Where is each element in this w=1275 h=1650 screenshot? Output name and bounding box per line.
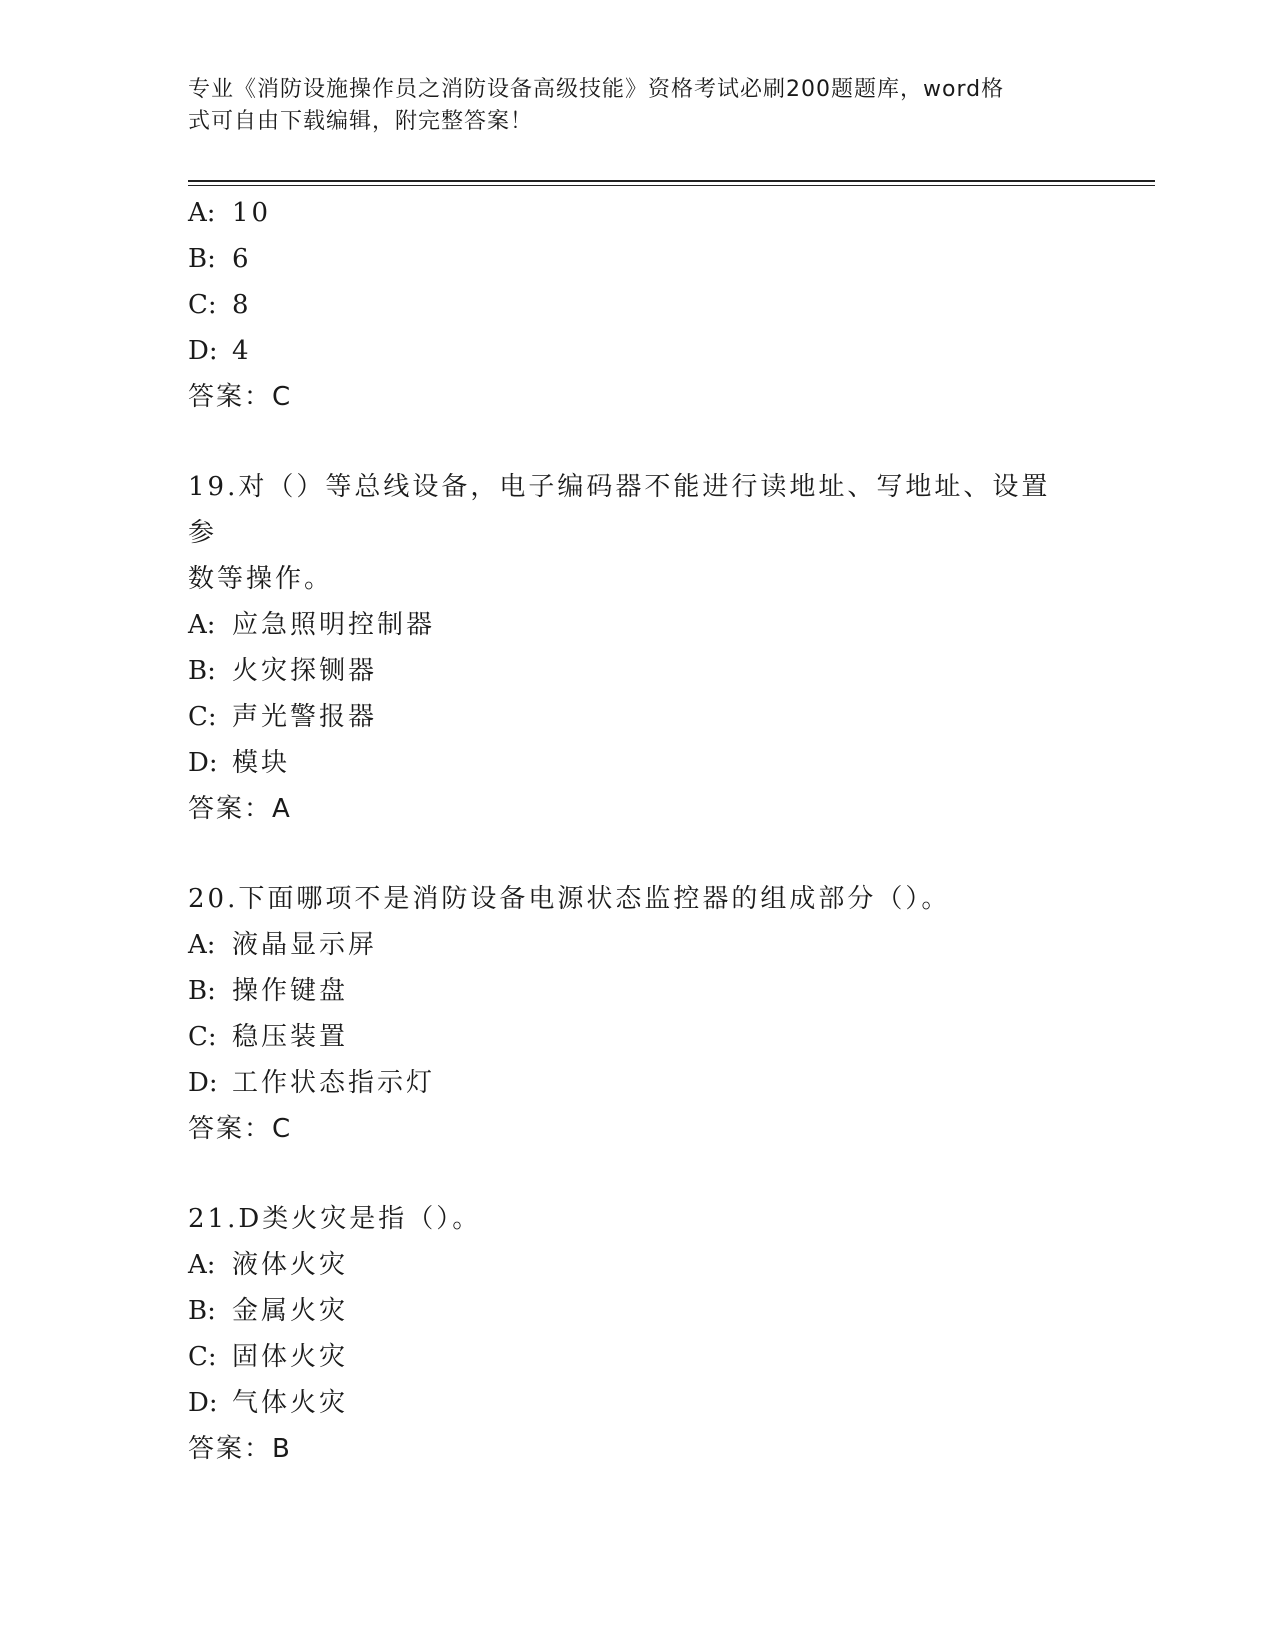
header-line-1: 专业《消防设施操作员之消防设备高级技能》资格考试必刷200题题库，word格 (188, 77, 1005, 102)
question-18-continued (188, 190, 1088, 420)
option-d: D: 4 (188, 336, 252, 366)
answer: 答案：C (188, 382, 293, 412)
option-b: B: 金属火灾 (188, 1296, 349, 1326)
document-body (188, 190, 1088, 1472)
option-a: A: 10 (188, 198, 272, 228)
answer: 答案：B (188, 1434, 292, 1464)
option-c: C: 声光警报器 (188, 702, 378, 732)
answer: 答案：A (188, 794, 292, 824)
question-stem: 19.对（）等总线设备，电子编码器不能进行读地址、写地址、设置参 数等操作。 (188, 472, 1051, 594)
option-c: C: 固体火灾 (188, 1342, 349, 1372)
option-a: A: 应急照明控制器 (188, 610, 436, 640)
question-20 (188, 876, 1088, 1152)
option-d: D: 气体火灾 (188, 1388, 349, 1418)
question-stem: 21.D类火灾是指（）。 (188, 1204, 482, 1234)
header-line-2: 式可自由下载编辑，附完整答案！ (188, 109, 534, 134)
option-c: C: 8 (188, 290, 252, 320)
option-b: B: 操作键盘 (188, 976, 349, 1006)
option-a: A: 液晶显示屏 (188, 930, 378, 960)
question-19 (188, 464, 1088, 832)
page-header (188, 74, 1068, 138)
option-c: C: 稳压装置 (188, 1022, 349, 1052)
option-a: A: 液体火灾 (188, 1250, 349, 1280)
option-d: D: 工作状态指示灯 (188, 1068, 436, 1098)
option-d: D: 模块 (188, 748, 291, 778)
header-divider-thin (188, 185, 1155, 186)
option-b: B: 6 (188, 244, 252, 274)
option-b: B: 火灾探铡器 (188, 656, 378, 686)
question-21 (188, 1196, 1088, 1472)
header-divider-thick (188, 180, 1155, 182)
answer: 答案：C (188, 1114, 293, 1144)
question-stem: 20.下面哪项不是消防设备电源状态监控器的组成部分（）。 (188, 884, 951, 914)
